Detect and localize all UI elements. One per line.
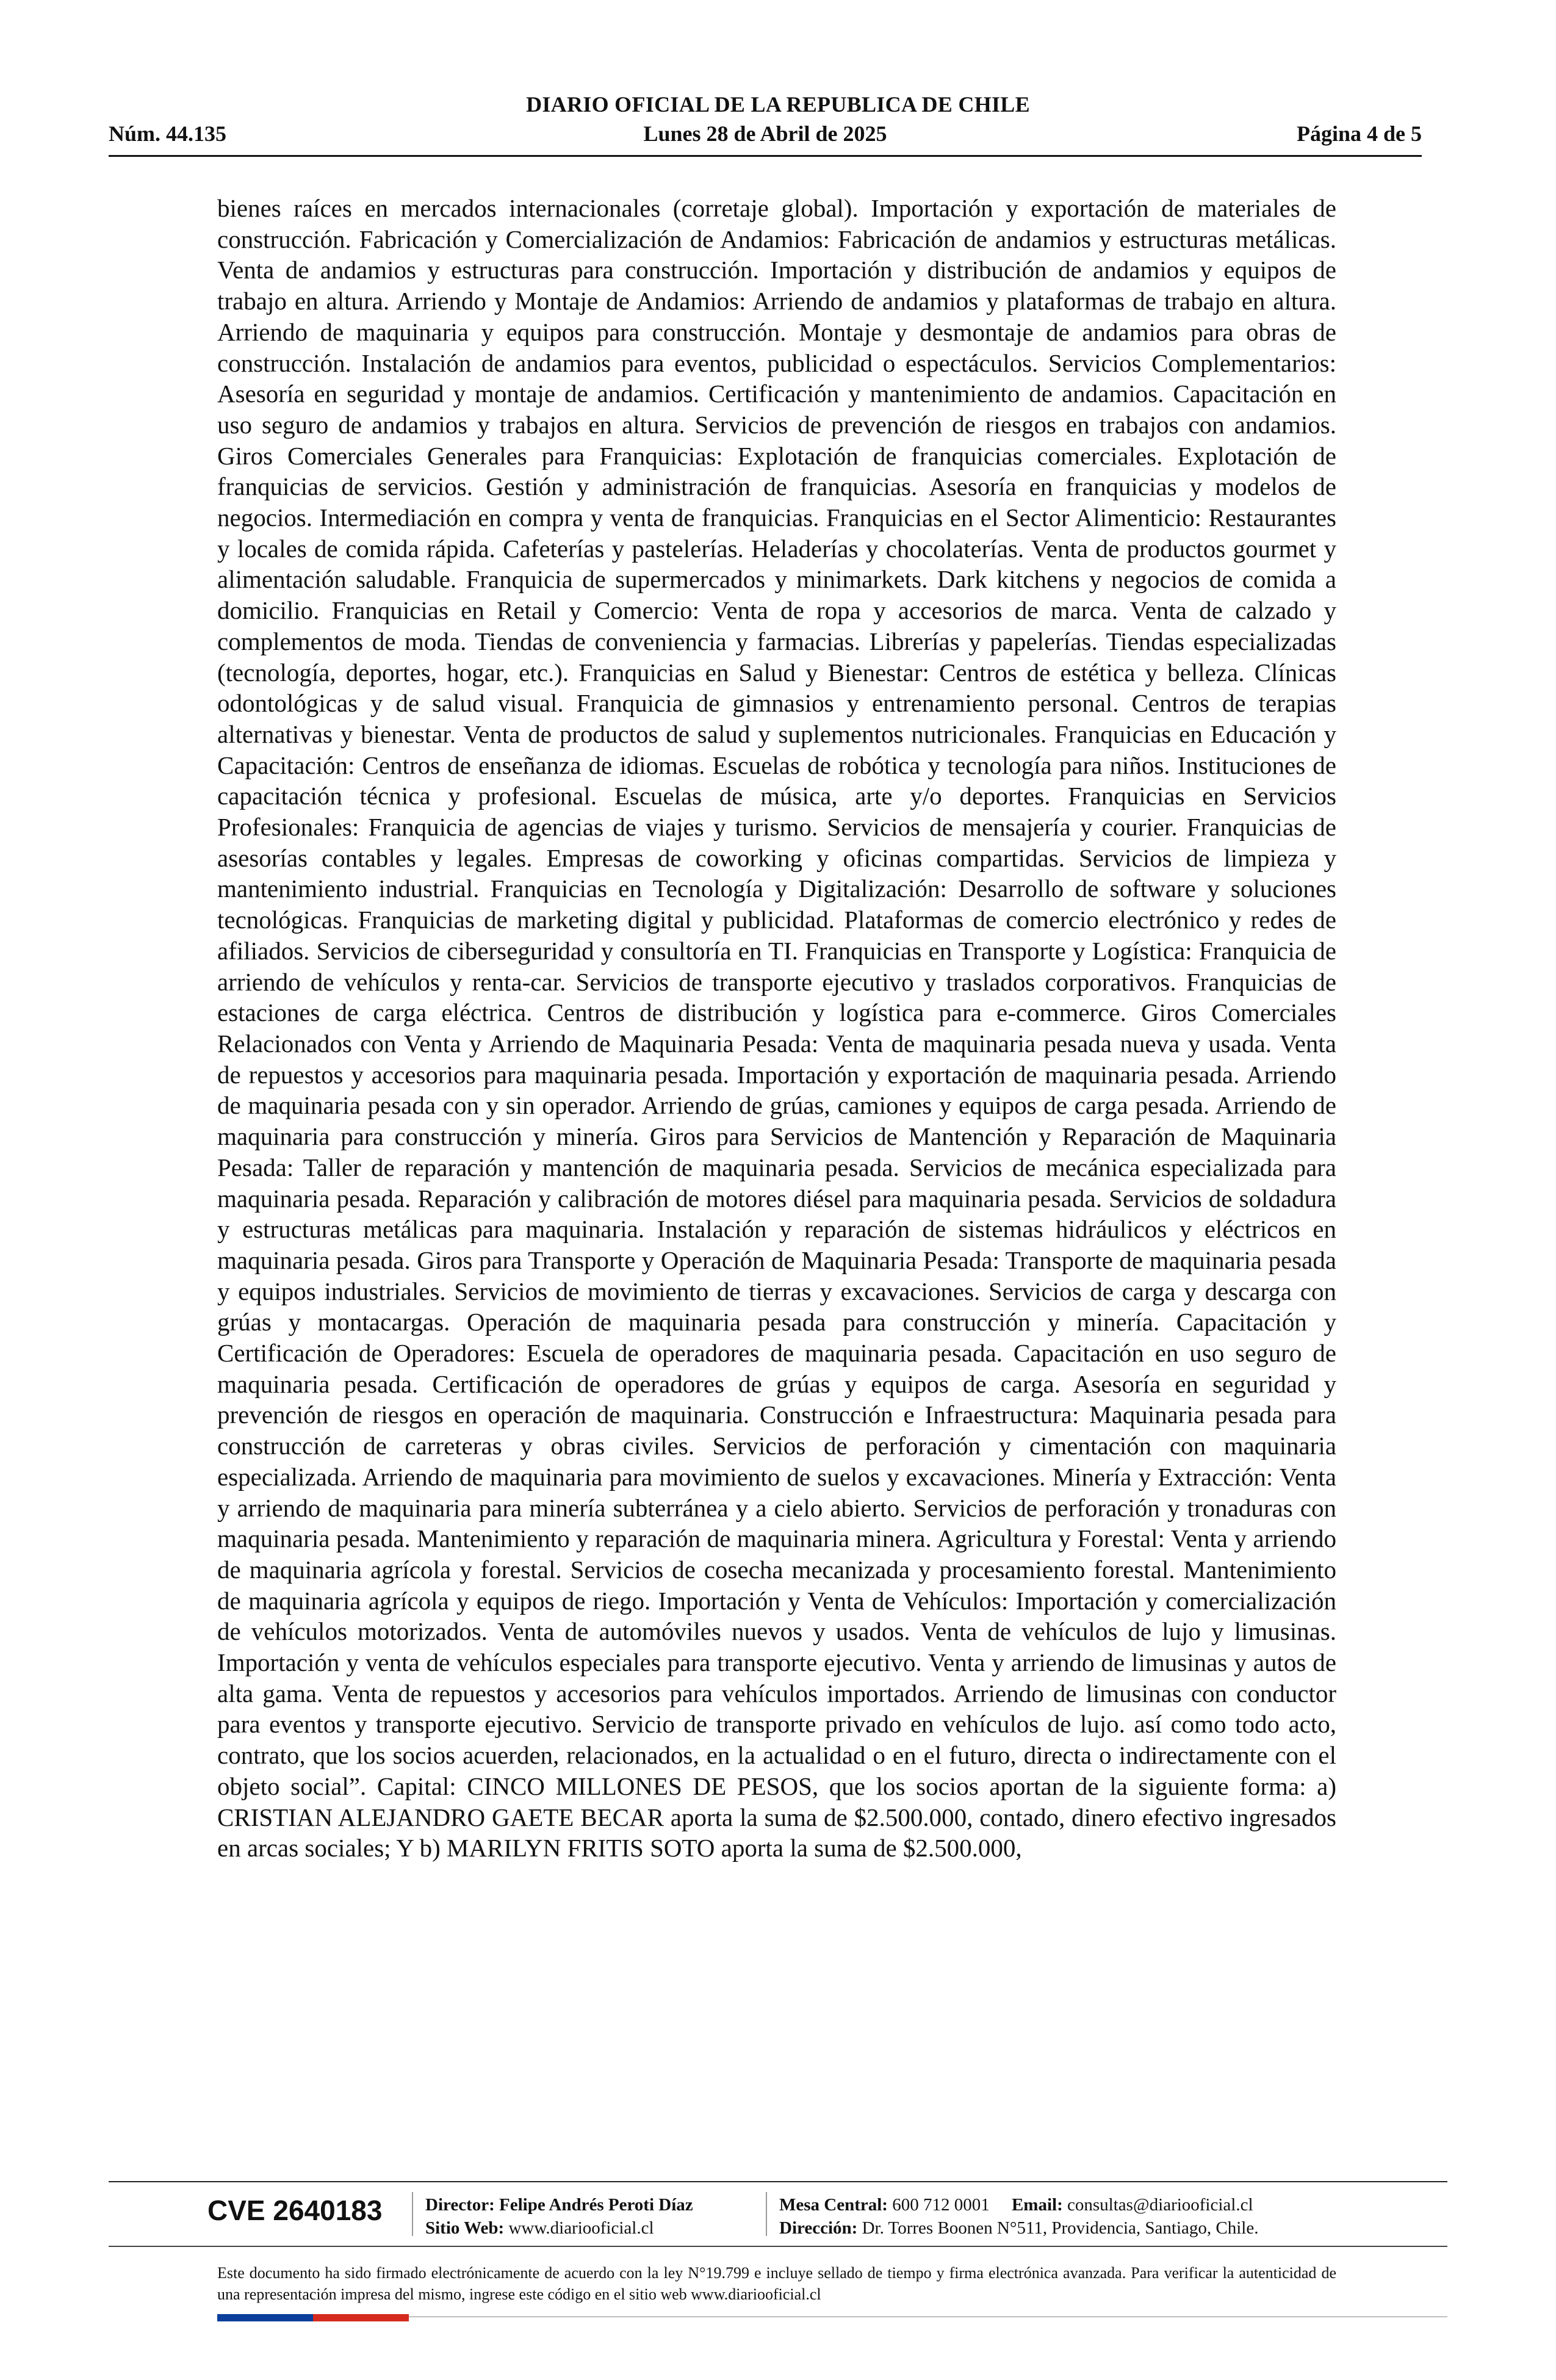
address-label: Dirección:	[779, 2218, 858, 2238]
chile-flag-stripe	[217, 2314, 409, 2321]
website-label: Sitio Web:	[425, 2218, 505, 2238]
mesa-label: Mesa Central:	[779, 2195, 888, 2215]
director-line	[425, 2193, 693, 2216]
cve-code: CVE 2640183	[207, 2194, 383, 2226]
footer-contact-block	[779, 2193, 1258, 2240]
header-row	[109, 121, 1422, 149]
footer-separator	[766, 2192, 767, 2236]
director-name: Felipe Andrés Peroti Díaz	[499, 2195, 693, 2215]
page-indicator: Página 4 de 5	[1296, 121, 1422, 146]
address-line	[779, 2216, 1258, 2240]
mesa-phone: 600 712 0001	[892, 2195, 990, 2215]
document-body: bienes raíces en mercados internacionales (corretaje global). Importación y exportación de materiales de construcción. Fabricación y Comercialización de Andamios: Fabricación de andamios y estructuras metálicas. Venta de andamios y estructuras para construcción. Importación y distribución de andamios y equipos de trabajo en altura. Arriendo y Montaje de Andamios: Arriendo de andamios y plataformas de trabajo en altura. Arriendo de maquinaria y equipos para construcción. Montaje y desmontaje de andamios para obras de construcción. Instalación de andamios para eventos, publicidad o espectáculos. Servicios Complementarios: Asesoría en seguridad y montaje de andamios. Certificación y mantenimiento de andamios. Capacitación en uso seguro de andamios y trabajos en altura. Servicios de prevención de riesgos en trabajos con andamios. Giros Comerciales Generales para Franquicias: Explotación de franquicias comerciales. Explotación de franquicias de servicios. Gestión y administración de franquicias. Asesoría en franquicias y modelos de negocios. Intermediación en compra y venta de franquicias. Franquicias en el Sector Alimenticio: Restaurantes y locales de comida rápida. Cafeterías y pastelerías. Heladerías y chocolaterías. Venta de productos gourmet y alimentación saludable. Franquicia de supermercados y minimarkets. Dark kitchens y negocios de comida a domicilio. Franquicias en Retail y Comercio: Venta de ropa y accesorios de marca. Venta de calzado y complementos de moda. Tiendas de conveniencia y farmacias. Librerías y papelerías. Tiendas especializadas (tecnología, deportes, hogar, etc.). Franquicias en Salud y Bienestar: Centros de estética y belleza. Clínicas odontológicas y de salud visual. Franquicia de gimnasios y entrenamiento personal. Centros de terapias alternativas y bienestar. Venta de productos de salud y suplementos nutricionales. Franquicias en Educación y Capacitación: Centros de enseñanza de idiomas. Escuelas de robótica y tecnología para niños. Instituciones de capacitación técnica y profesional. Escuelas de música, arte y/o deportes. Franquicias en Servicios Profesionales: Franquicia de agencias de viajes y turismo. Servicios de mensajería y courier. Franquicias de asesorías contables y legales. Empresas de coworking y oficinas compartidas. Servicios de limpieza y mantenimiento industrial. Franquicias en Tecnología y Digitalización: Desarrollo de software y soluciones tecnológicas. Franquicias de marketing digital y publicidad. Plataformas de comercio electrónico y redes de afiliados. Servicios de ciberseguridad y consultoría en TI. Franquicias en Transporte y Logística: Franquicia de arriendo de vehículos y renta-car. Servicios de transporte ejecutivo y traslados corporativos. Franquicias de estaciones de carga eléctrica. Centros de distribución y logística para e-commerce. Giros Comerciales Relacionados con Venta y Arriendo de Maquinaria Pesada: Venta de maquinaria pesada nueva y usada. Venta de repuestos y accesorios para maquinaria pesada. Importación y exportación de maquinaria pesada. Arriendo de maquinaria pesada con y sin operador. Arriendo de grúas, camiones y equipos de carga pesada. Arriendo de maquinaria para construcción y minería. Giros para Servicios de Mantención y Reparación de Maquinaria Pesada: Taller de reparación y mantención de maquinaria pesada. Servicios de mecánica especializada para maquinaria pesada. Reparación y calibración de motores diésel para maquinaria pesada. Servicios de soldadura y estructuras metálicas para maquinaria. Instalación y reparación de sistemas hidráulicos y eléctricos en maquinaria pesada. Giros para Transporte y Operación de Maquinaria Pesada: Transporte de maquinaria pesada y equipos industriales. Servicios de movimiento de tierras y excavaciones. Servicios de carga y descarga con grúas y montacargas. Operación de maquinaria pesada para construcción y minería. Capacitación y Certificación de Operadores: Escuela de operadores de maquinaria pesada. Capacitación en uso seguro de maquinaria pesada. Certificación de operadores de grúas y equipos de carga. Asesoría en seguridad y prevención de riesgos en operación de maquinaria. Construcción e Infraestructura: Maquinaria pesada para construcción de carreteras y obras civiles. Servicios de perforación y cimentación con maquinaria especializada. Arriendo de maquinaria para movimiento de suelos y excavaciones. Minería y Extracción: Venta y arriendo de maquinaria para minería subterránea y a cielo abierto. Servicios de perforación y tronaduras con maquinaria pesada. Mantenimiento y reparación de maquinaria minera. Agricultura y Forestal: Venta y arriendo de maquinaria agrícola y forestal. Servicios de cosecha mecanizada y procesamiento forestal. Mantenimiento de maquinaria agrícola y equipos de riego. Importación y Venta de Vehículos: Importación y comercialización de vehículos motorizados. Venta de automóviles nuevos y usados. Venta de vehículos de lujo y limusinas. Importación y venta de vehículos especiales para transporte ejecutivo. Venta y arriendo de limusinas y autos de alta gama. Venta de repuestos y accesorios para vehículos importados. Arriendo de limusinas con conductor para eventos y transporte ejecutivo. Servicio de transporte privado en vehículos de lujo. así como todo acto, contrato, que los socios acuerden, relacionados, en la actualidad o en el futuro, directa o indirectamente con el objeto social”. Capital: CINCO MILLONES DE PESOS, que los socios aportan de la siguiente forma: a) CRISTIAN ALEJANDRO GAETE BECAR aporta la suma de $2.500.000, contado, dinero efectivo ingresados en arcas sociales; Y b) MARILYN FRITIS SOTO aporta la suma de $2.500.000,	[217, 194, 1336, 1863]
issue-number: Núm. 44.135	[109, 121, 227, 146]
header-divider	[109, 155, 1422, 157]
director-label: Director:	[425, 2195, 495, 2215]
website-line	[425, 2216, 693, 2240]
email-link[interactable]: consultas@diariooficial.cl	[1067, 2195, 1253, 2215]
website-link[interactable]: www.diariooficial.cl	[508, 2218, 654, 2238]
flag-blue-segment	[217, 2314, 313, 2321]
footer-separator	[412, 2192, 413, 2236]
gazette-title: DIARIO OFICIAL DE LA REPUBLICA DE CHILE	[526, 92, 1030, 117]
legal-notice: Este documento ha sido firmado electrónicamente de acuerdo con la ley N°19.799 e incluye sellado de tiempo y firma electrónica avanzada. Para verificar la autenticidad de una representación impresa del mismo, ingrese este código en el sitio web www.diariooficial.cl	[217, 2264, 1336, 2303]
email-label: Email:	[1011, 2195, 1063, 2215]
issue-date: Lunes 28 de Abril de 2025	[643, 121, 887, 146]
flag-red-segment	[313, 2314, 409, 2321]
footer-divider-top	[109, 2181, 1447, 2182]
footer-divider-mid	[109, 2246, 1447, 2247]
footer-director-block	[425, 2193, 693, 2240]
address-value: Dr. Torres Boonen N°511, Providencia, Santiago, Chile.	[862, 2218, 1259, 2238]
contact-line	[779, 2193, 1258, 2216]
